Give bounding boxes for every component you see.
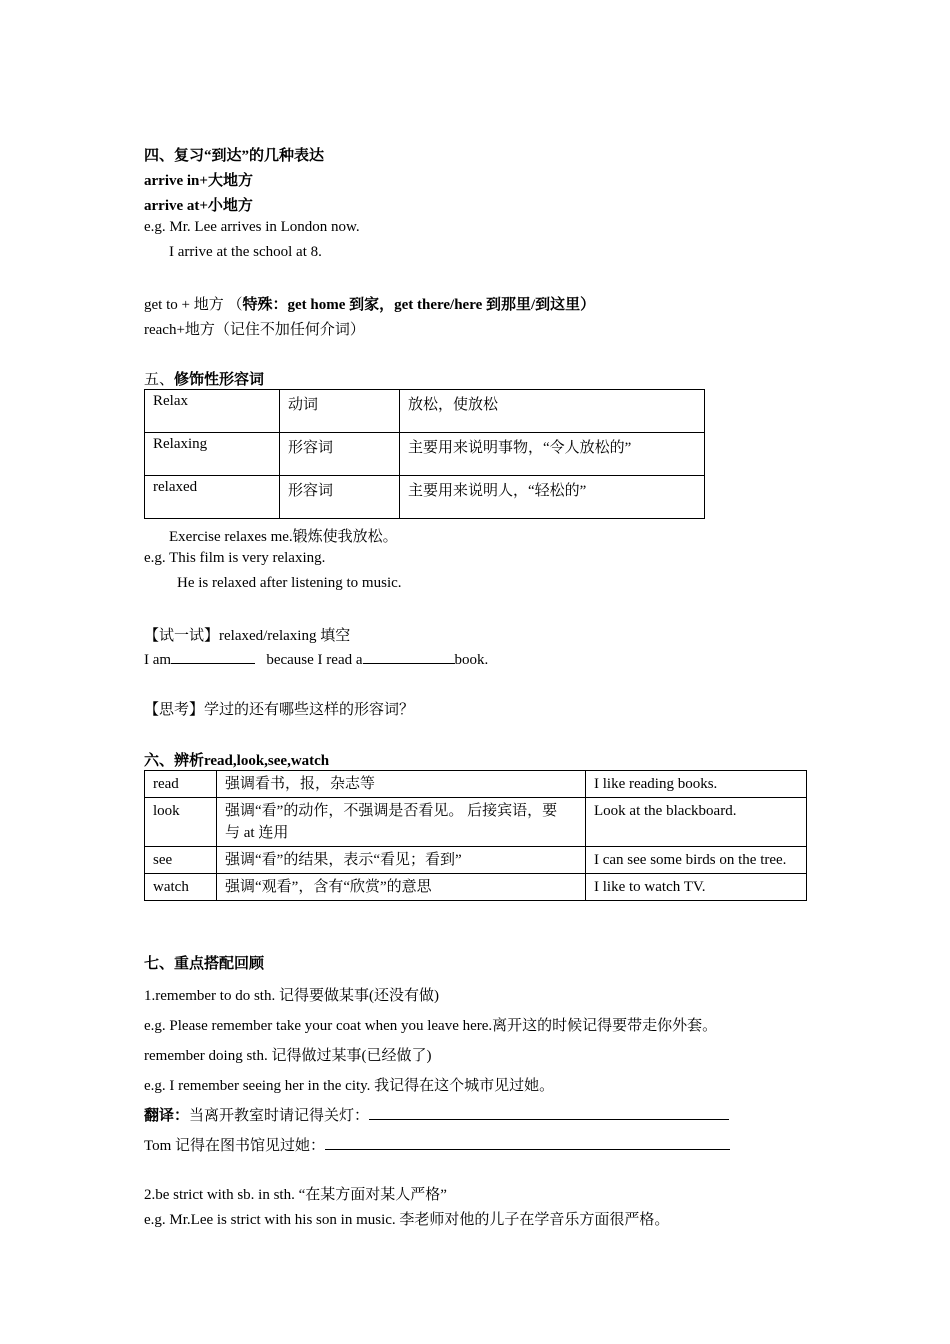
strict-line: 2.be strict with sb. in sth. “在某方面对某人严格” <box>144 1187 447 1203</box>
table-cell: I like to watch TV. <box>586 874 807 901</box>
try-part-3: book. <box>454 652 489 668</box>
example-line-2: I arrive at the school at 8. <box>169 244 322 260</box>
reach-line: reach+地方（记住不加任何介词） <box>144 322 365 338</box>
section7-heading: 七、重点搭配回顾 <box>144 956 265 972</box>
table-cell: watch <box>145 874 217 901</box>
translate-text: 当离开教室时请记得关灯： <box>189 1108 370 1124</box>
fill-blank-2[interactable] <box>363 649 455 664</box>
table-cell <box>217 798 586 847</box>
table-row <box>145 771 807 798</box>
try-part-2: because I read a <box>266 652 363 668</box>
table-cell: 形容词 <box>280 476 400 519</box>
table-cell: Relaxing <box>145 433 280 476</box>
section5-heading-bold: 修饰性形容词 <box>174 372 265 388</box>
table-cell: 强调看书，报，杂志等 <box>217 771 586 798</box>
table-row <box>145 390 705 433</box>
table-cell: 放松，使放松 <box>400 390 705 433</box>
section4-heading: 四、复习“到达”的几种表达 <box>144 148 325 164</box>
section5-heading <box>144 368 264 389</box>
get-to-special: 特殊：get home 到家，get there/here 到那里/到这里） <box>242 297 596 313</box>
tom-line <box>144 1134 730 1155</box>
table-cell: 主要用来说明事物，“令人放松的” <box>400 433 705 476</box>
table-cell: relaxed <box>145 476 280 519</box>
table-cell: Look at the blackboard. <box>586 798 807 847</box>
translate-label: 翻译： <box>144 1108 190 1124</box>
verb-compare-table <box>144 770 807 901</box>
remember-doing-example: e.g. I remember seeing her in the city. 我记得在这个城市见过她。 <box>144 1078 555 1094</box>
table-cell: 强调“观看”，含有“欣赏”的意思 <box>217 874 586 901</box>
section6-heading-words: read,look,see,watch <box>204 753 330 769</box>
table-row <box>145 847 807 874</box>
tom-text: Tom 记得在图书馆见过她： <box>144 1138 326 1154</box>
get-to-line <box>144 293 595 314</box>
tom-blank[interactable] <box>325 1135 730 1150</box>
table-cell: see <box>145 847 217 874</box>
table-row <box>145 476 705 519</box>
section6-heading <box>144 749 329 770</box>
think-line: 【思考】学过的还有哪些这样的形容词？ <box>144 702 415 718</box>
table-cell: read <box>145 771 217 798</box>
try-part-1: I am <box>144 652 172 668</box>
cell-line: 与 at 连用 <box>225 825 289 841</box>
cell-line: 强调“看”的动作，不强调是否看见。 后接宾语，要 <box>225 803 558 819</box>
table-cell: 形容词 <box>280 433 400 476</box>
film-example: e.g. This film is very relaxing. <box>144 550 326 566</box>
exercise-line: Exercise relaxes me.锻炼使我放松。 <box>169 529 398 545</box>
table-cell: 主要用来说明人，“轻松的” <box>400 476 705 519</box>
adjective-table <box>144 389 705 519</box>
table-cell: I like reading books. <box>586 771 807 798</box>
strict-example: e.g. Mr.Lee is strict with his son in music. 李老师对他的儿子在学音乐方面很严格。 <box>144 1212 670 1228</box>
remember-to-example: e.g. Please remember take your coat when you leave here.离开这的时候记得要带走你外套。 <box>144 1018 718 1034</box>
table-cell: 动词 <box>280 390 400 433</box>
table-cell: Relax <box>145 390 280 433</box>
table-row <box>145 433 705 476</box>
relaxed-example: He is relaxed after listening to music. <box>177 575 402 591</box>
translate-line <box>144 1104 729 1125</box>
translate-blank[interactable] <box>369 1105 729 1120</box>
get-to-prefix: get to + 地方 （ <box>144 297 243 313</box>
remember-to-line: 1.remember to do sth. 记得要做某事(还没有做) <box>144 988 439 1004</box>
table-cell: 强调“看”的结果，表示“看见；看到” <box>217 847 586 874</box>
table-row <box>145 798 807 847</box>
try-sentence <box>144 649 488 669</box>
example-line-1: e.g. Mr. Lee arrives in London now. <box>144 219 360 235</box>
table-cell: I can see some birds on the tree. <box>586 847 807 874</box>
table-cell: look <box>145 798 217 847</box>
section6-heading-prefix: 六、辨析 <box>144 753 205 769</box>
remember-doing-line: remember doing sth. 记得做过某事(已经做了) <box>144 1048 432 1064</box>
arrive-in-line: arrive in+大地方 <box>144 173 253 189</box>
fill-blank-1[interactable] <box>171 649 255 664</box>
section5-heading-prefix: 五、 <box>144 372 175 388</box>
table-row <box>145 874 807 901</box>
arrive-at-line: arrive at+小地方 <box>144 198 253 214</box>
try-label: 【试一试】relaxed/relaxing 填空 <box>144 628 351 644</box>
